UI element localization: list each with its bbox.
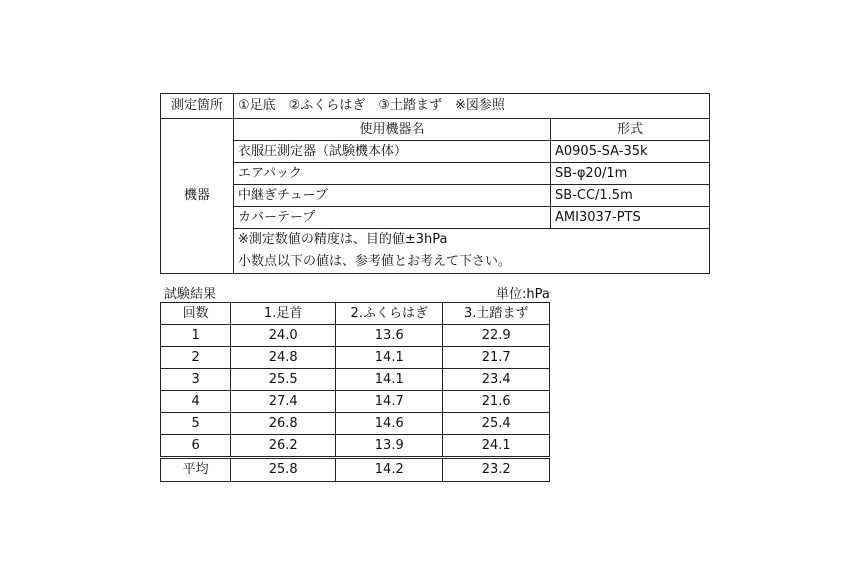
average-row bbox=[161, 458, 550, 482]
arch-value: 25.4 bbox=[443, 413, 550, 435]
ankle-average: 25.8 bbox=[231, 458, 336, 482]
table-row bbox=[161, 325, 550, 347]
results-table bbox=[160, 302, 550, 482]
equipment-header-row bbox=[161, 119, 710, 141]
equipment-model: SB-φ20/1m bbox=[551, 163, 710, 185]
results-header-row bbox=[161, 303, 550, 325]
arch-value: 22.9 bbox=[443, 325, 550, 347]
calf-value: 13.9 bbox=[336, 435, 443, 458]
calf-value: 14.1 bbox=[336, 369, 443, 391]
equipment-model: SB-CC/1.5m bbox=[551, 185, 710, 207]
equipment-name: 中継ぎチューブ bbox=[234, 185, 551, 207]
ankle-value: 24.8 bbox=[231, 347, 336, 369]
trial-number: 1 bbox=[161, 325, 231, 347]
equipment-row bbox=[161, 207, 710, 229]
table-row bbox=[161, 369, 550, 391]
calf-value: 14.7 bbox=[336, 391, 443, 413]
trial-number: 6 bbox=[161, 435, 231, 458]
average-label: 平均 bbox=[161, 458, 231, 482]
ankle-value: 27.4 bbox=[231, 391, 336, 413]
equipment-name-header: 使用機器名 bbox=[234, 119, 551, 141]
arch-value: 23.4 bbox=[443, 369, 550, 391]
measurement-site-value: ①足底 ②ふくらはぎ ③土踏まず ※図参照 bbox=[234, 94, 710, 119]
trial-number: 3 bbox=[161, 369, 231, 391]
calf-value: 14.6 bbox=[336, 413, 443, 435]
measurement-site-label: 測定箇所 bbox=[161, 94, 234, 119]
table-row bbox=[161, 347, 550, 369]
unit-label: 単位:hPa bbox=[496, 287, 550, 302]
measurement-site-row bbox=[161, 94, 710, 119]
trial-number: 2 bbox=[161, 347, 231, 369]
equipment-row bbox=[161, 185, 710, 207]
arch-average: 23.2 bbox=[443, 458, 550, 482]
header-arch: 3.土踏まず bbox=[443, 303, 550, 325]
accuracy-note: ※測定数値の精度は、目的値±3hPa bbox=[234, 229, 710, 252]
calf-value: 14.1 bbox=[336, 347, 443, 369]
equipment-name: 衣服圧測定器（試験機本体） bbox=[234, 141, 551, 163]
ankle-value: 26.8 bbox=[231, 413, 336, 435]
equipment-spec-table bbox=[160, 93, 710, 274]
calf-value: 13.6 bbox=[336, 325, 443, 347]
equipment-label: 機器 bbox=[161, 119, 234, 274]
equipment-row bbox=[161, 163, 710, 185]
ankle-value: 25.5 bbox=[231, 369, 336, 391]
trial-number: 4 bbox=[161, 391, 231, 413]
header-ankle: 1.足首 bbox=[231, 303, 336, 325]
accuracy-note-row bbox=[161, 229, 710, 252]
equipment-model-header: 形式 bbox=[551, 119, 710, 141]
arch-value: 21.7 bbox=[443, 347, 550, 369]
table-row bbox=[161, 391, 550, 413]
ankle-value: 24.0 bbox=[231, 325, 336, 347]
decimal-note: 小数点以下の値は、参考値とお考えて下さい。 bbox=[234, 251, 710, 274]
calf-average: 14.2 bbox=[336, 458, 443, 482]
table-row bbox=[161, 413, 550, 435]
table-row bbox=[161, 435, 550, 458]
equipment-row bbox=[161, 141, 710, 163]
equipment-model: AMI3037-PTS bbox=[551, 207, 710, 229]
trial-number: 5 bbox=[161, 413, 231, 435]
ankle-value: 26.2 bbox=[231, 435, 336, 458]
equipment-model: A0905-SA-35k bbox=[551, 141, 710, 163]
equipment-name: エアパック bbox=[234, 163, 551, 185]
decimal-note-row bbox=[161, 251, 710, 274]
header-count: 回数 bbox=[161, 303, 231, 325]
arch-value: 24.1 bbox=[443, 435, 550, 458]
header-calf: 2.ふくらはぎ bbox=[336, 303, 443, 325]
results-title: 試験結果 bbox=[164, 287, 217, 302]
equipment-name: カバーテープ bbox=[234, 207, 551, 229]
arch-value: 21.6 bbox=[443, 391, 550, 413]
